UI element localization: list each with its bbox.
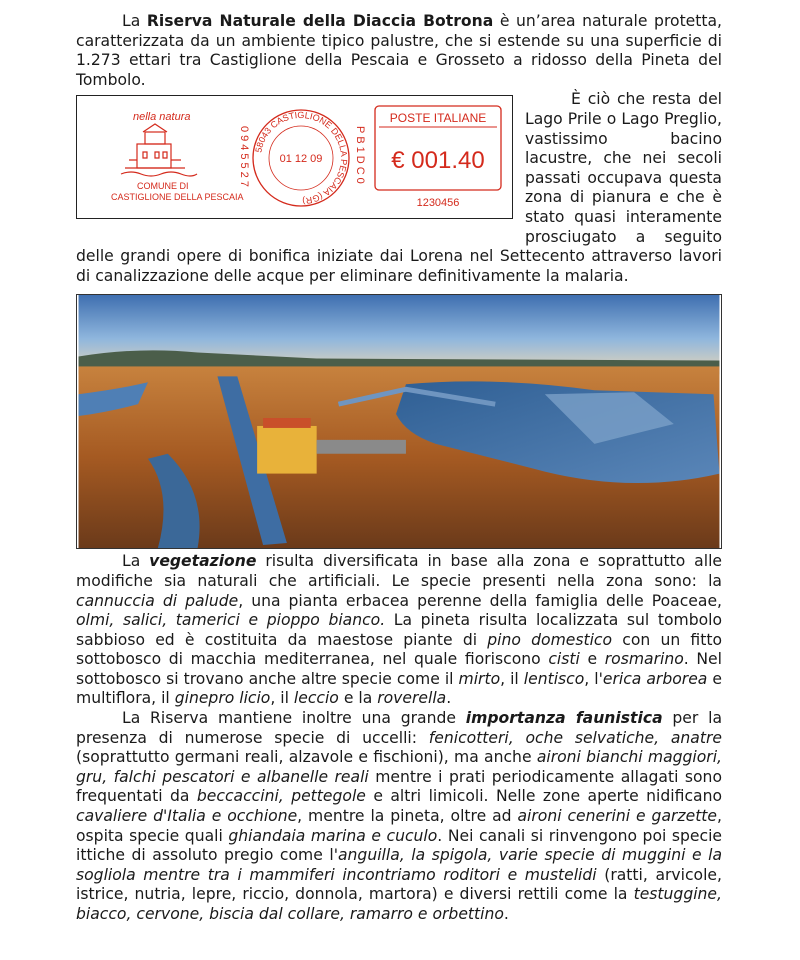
fauna-species: aironi cenerini e garzette	[517, 807, 718, 826]
casello-roof	[263, 418, 311, 428]
casello-building	[257, 426, 317, 474]
veg-species: rosmarino	[604, 650, 684, 669]
fauna-text: .	[503, 905, 509, 923]
veg-text: , il	[500, 669, 524, 688]
stamp-code-left: 0945527	[238, 126, 250, 191]
fauna-species: testuggine, biacco, cervone, biscia dal collare, ramarro e orbettino	[76, 885, 722, 923]
stamp-brand: nella natura	[133, 111, 191, 124]
intro-paragraph	[76, 12, 722, 90]
veg-text: , l'	[584, 669, 603, 688]
veg-species: erica arborea	[602, 669, 708, 688]
veg-text: . Nel sottobosco si trovano anche altre specie come il	[76, 650, 722, 688]
fauna-species: beccaccini, pettegole	[196, 787, 366, 806]
stamp-org-line1: COMUNE DI	[137, 181, 189, 192]
fauna-species: cavaliere d'Italia e occhione	[76, 807, 298, 826]
bridge	[317, 440, 406, 454]
veg-text: risulta diversificata in base alla zona e soprattutto alle modifiche sia naturali che artificiali. Le specie presenti nella zona sono: la	[76, 552, 722, 590]
fauna-species: ghiandaia marina e cuculo	[228, 826, 438, 845]
vegetation-paragraph	[76, 552, 722, 709]
veg-species: olmi, salici, tamerici e pioppo bianco.	[76, 611, 386, 630]
veg-species: roverella	[377, 689, 447, 708]
veg-text: , una pianta erbacea perenne della famiglia delle Poaceae,	[238, 591, 722, 610]
document-page	[76, 12, 722, 925]
stamp-date: 01 12 09	[279, 153, 323, 166]
fauna-paragraph	[76, 709, 722, 925]
postage-meter-stamp	[76, 95, 513, 219]
fauna-text: e altri limicoli. Nelle zone aperte nidificano	[365, 787, 723, 806]
aerial-photo	[76, 294, 722, 549]
fauna-text: . Nei canali si rinvengono poi specie ittiche di assoluto pregio come l'	[76, 826, 723, 865]
fauna-keyword: importanza faunistica	[465, 709, 663, 728]
veg-species: cannuccia di palude	[76, 591, 239, 610]
veg-species: cisti	[548, 650, 580, 669]
veg-species: leccio	[293, 689, 339, 708]
prile-text: È ciò che resta del Lago Prile o Lago Preglio, vastissimo bacino lacustre, che nei secoli passati occupava questa zona di pianura e che è stato quasi interamente prosciugato a seguito	[525, 90, 722, 246]
veg-text: La pineta risulta localizzata sul tombolo sabbioso ed è costituita da maestose piante di	[76, 611, 723, 649]
fauna-species: aironi bianchi maggiori, gru, falchi pescatori e albanelle reali	[76, 748, 723, 786]
stamp-org-line2: CASTIGLIONE DELLA PESCAIA	[111, 192, 244, 203]
fauna-species: anguilla, la spigola, varie specie di muggini e la sogliola mentre tra i mammiferi incontriamo roditori e mustelidi	[76, 846, 722, 884]
reserve-name: Riserva Naturale della Diaccia Botrona	[146, 12, 494, 30]
stamp-graphic	[77, 96, 512, 218]
fauna-text: , mentre la pineta, oltre ad	[297, 807, 518, 826]
ring-text-path: 58043 CASTIGLIONE DELLA PESCAIA (GR)	[253, 110, 350, 207]
veg-species: lentisco	[523, 669, 585, 688]
building-icon	[121, 124, 197, 176]
veg-text: con un fitto sottobosco di macchia mediterranea, nel quale fioriscono	[76, 630, 722, 669]
stamp-code-mid: PB1DC0	[354, 126, 366, 188]
stamp-amount: € 001.40	[391, 147, 485, 175]
fauna-text: (soprattutto germani reali, alzavole e fischioni), ma anche	[76, 748, 537, 767]
veg-species: ginepro licio	[174, 689, 271, 708]
fauna-species: fenicotteri, oche selvatiche, anatre	[428, 728, 722, 747]
stamp-serial: 1230456	[416, 197, 460, 210]
veg-species: mirto	[458, 669, 501, 688]
veg-text: e	[579, 650, 605, 669]
veg-text: e la	[338, 689, 378, 708]
fauna-text: per la presenza di numerose specie di uccelli:	[76, 709, 723, 747]
intro-text: La	[122, 12, 147, 30]
intro-text-rest: è un’area naturale protetta, caratterizzata da un ambiente tipico palustre, che si estende su una superficie di 1.273 ettari tra Castiglione della Pescaia e Grosseto a ridosso della Pineta del Tombolo.	[76, 12, 723, 89]
prile-text-rest: delle grandi opere di bonifica iniziate dai Lorena nel Settecento attraverso lavori di canalizzazione delle acque per eliminare definitivamente la malaria.	[76, 247, 722, 285]
veg-text: La	[122, 552, 150, 571]
veg-keyword: vegetazione	[149, 552, 257, 571]
veg-text: , il	[270, 689, 294, 708]
poste-label: POSTE ITALIANE	[389, 111, 487, 126]
fauna-text: (ratti, arvicole, istrice, nutria, lepre, riccio, donnola, martora) e diversi rettili come la	[76, 865, 722, 904]
fauna-text: La Riserva mantiene inoltre una grande	[122, 709, 466, 728]
veg-text: .	[446, 689, 452, 708]
fauna-text: , ospita specie quali	[76, 807, 722, 845]
veg-species: pino domestico	[487, 630, 613, 649]
veg-text: e multiflora, il	[76, 669, 722, 708]
fauna-text: mentre i prati periodicamente allagati sono frequentati da	[76, 767, 722, 806]
